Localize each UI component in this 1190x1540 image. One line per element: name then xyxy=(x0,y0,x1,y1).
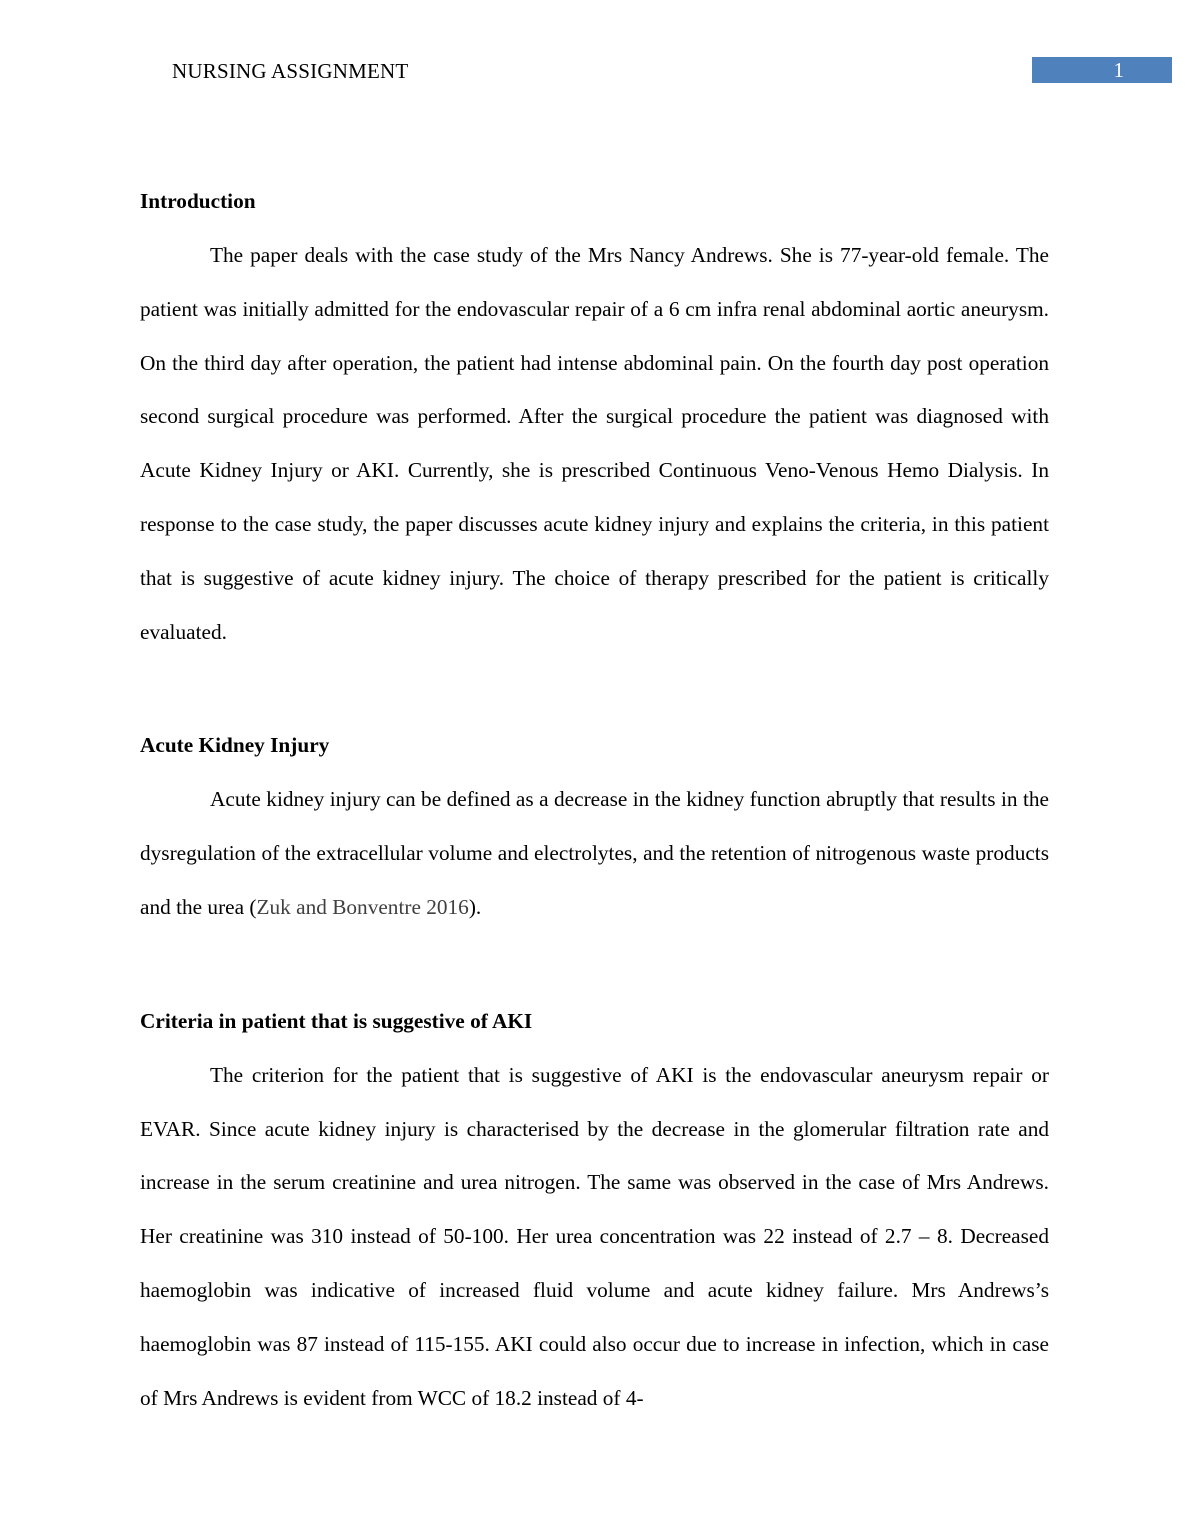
running-header: NURSING ASSIGNMENT xyxy=(172,59,409,83)
body-paragraph: The paper deals with the case study of the Mrs Nancy Andrews. She is 77-year-old female. The patient was initially admitted for the endovascular repair of a 6 cm infra renal abdominal aortic aneurysm. On the third day after operation, the patient had intense abdominal pain. On the fourth day post operation second surgical procedure was performed. After the surgical procedure the patient was diagnosed with Acute Kidney Injury or AKI. Currently, she is prescribed Continuous Veno-Venous Hemo Dialysis. In response to the case study, the paper discusses acute kidney injury and explains the criteria, in this patient that is suggestive of acute kidney injury. The choice of therapy prescribed for the patient is critically evaluated. xyxy=(140,243,1049,644)
section-introduction xyxy=(140,187,1049,659)
paragraph-text: ). xyxy=(468,894,482,919)
section-heading: Criteria in patient that is suggestive of AKI xyxy=(140,1008,533,1033)
document-body xyxy=(140,187,1049,1425)
page-number: 1 xyxy=(1113,58,1124,82)
body-paragraph: The criterion for the patient that is suggestive of AKI is the endovascular aneurysm repair or EVAR. Since acute kidney injury is characterised by the decrease in the glomerular filtration rate and increase in the serum creatinine and urea nitrogen. The same was observed in the case of Mrs Andrews. Her creatinine was 310 instead of 50-100. Her urea concentration was 22 instead of 2.7 – 8. Decreased haemoglobin was indicative of increased fluid volume and acute kidney failure. Mrs Andrews’s haemoglobin was 87 instead of 115-155. AKI could also occur due to increase in infection, which in case of Mrs Andrews is evident from WCC of 18.2 instead of 4- xyxy=(140,1062,1049,1410)
paragraph-text: Acute kidney injury can be defined as a decrease in the kidney function abruptly that results in the dysregulation of the extracellular volume and electrolytes, and the retention of nitrogenous waste products and the urea ( xyxy=(140,787,1049,919)
citation: Zuk and Bonventre 2016 xyxy=(256,894,469,919)
page-number-badge xyxy=(1032,57,1172,83)
body-paragraph xyxy=(140,773,1049,934)
section-criteria xyxy=(140,1007,1049,1426)
section-acute-kidney-injury xyxy=(140,731,1049,934)
section-heading: Acute Kidney Injury xyxy=(140,733,330,758)
section-heading: Introduction xyxy=(140,189,256,213)
